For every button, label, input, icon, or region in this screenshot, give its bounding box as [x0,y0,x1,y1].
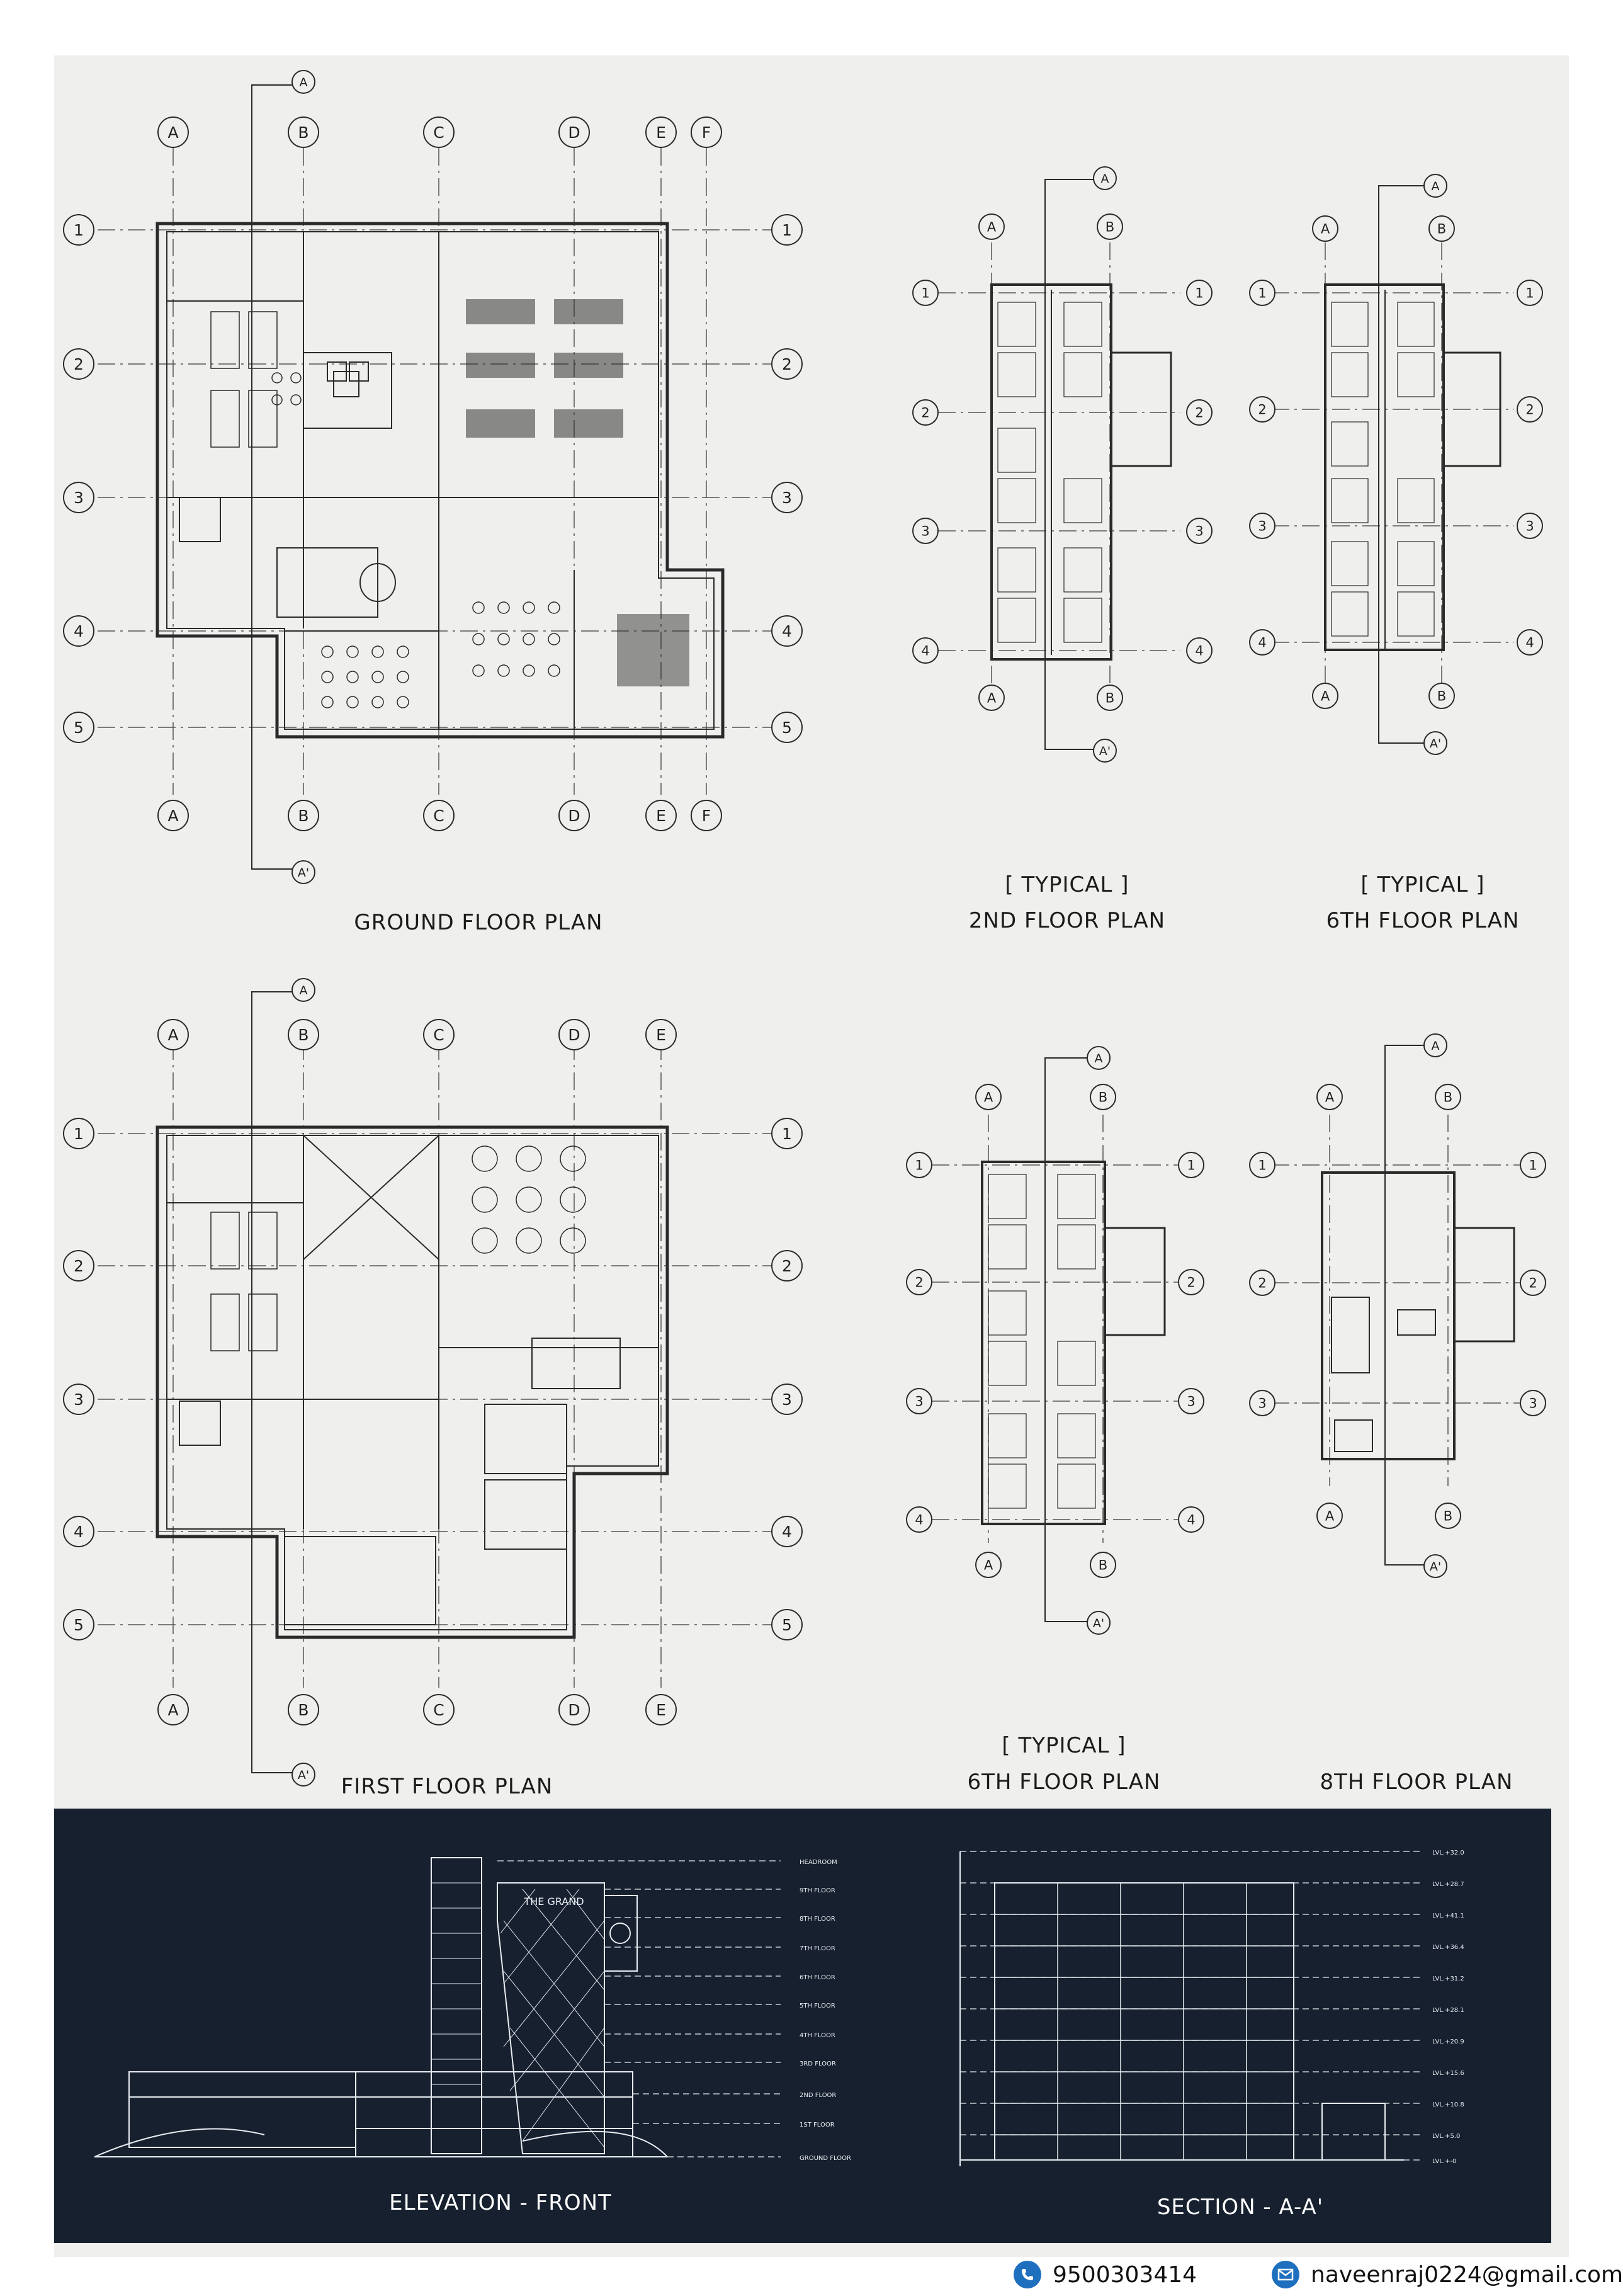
svg-text:2: 2 [782,1257,792,1276]
svg-text:C: C [433,123,444,142]
ground_floor-row-2-right [772,349,802,379]
svg-text:C: C [433,807,444,826]
section-level-label: LVL.+10.8 [1432,2101,1464,2108]
svg-text:A': A' [297,865,310,880]
ground_floor-row-3-left [64,482,94,513]
section-level-label: LVL.+36.4 [1432,1944,1464,1951]
svg-text:B: B [1098,1089,1108,1105]
hotel-sign: THE GRAND [524,1895,584,1907]
typical_2nd-row-2-left [913,400,938,425]
svg-text:1: 1 [921,285,930,301]
elevation-level-label: 6TH FLOOR [800,1974,835,1981]
typical_6th_bottom-row-3-right [1179,1389,1204,1414]
first_floor-col-B-top [288,1020,319,1050]
ground_floor-col-D-bottom [559,800,589,831]
svg-text:B: B [298,1701,309,1720]
svg-text:3: 3 [1529,1395,1537,1411]
ground_floor-row-5-right [772,712,802,742]
svg-text:1: 1 [915,1157,924,1173]
svg-text:A: A [167,1701,179,1720]
phone-contact[interactable] [1014,2261,1197,2288]
svg-text:2: 2 [1187,1275,1196,1290]
svg-text:D: D [568,807,580,826]
svg-text:A: A [987,690,997,706]
typical_6th_bottom-row-1-right [1179,1152,1204,1178]
svg-text:2: 2 [921,405,930,421]
sixth-floor-bottom-tag: [ TYPICAL ] [1002,1733,1126,1758]
elevation-level-label: 4TH FLOOR [800,2032,835,2039]
svg-text:2: 2 [1525,402,1534,418]
eighth-floor-title: 8TH FLOOR PLAN [1320,1770,1513,1795]
svg-text:5: 5 [74,719,84,737]
svg-text:2: 2 [1529,1275,1537,1291]
typical_2nd-col-A-top [979,214,1004,239]
section-level-label: LVL.+32.0 [1432,1850,1464,1856]
section-level-label: LVL.+5.0 [1432,2133,1461,2140]
f8-sec-bot-marker [1424,1555,1447,1577]
ground_floor-row-1-right [772,215,802,245]
svg-text:4: 4 [1187,1512,1196,1528]
section-level-label: LVL.+15.6 [1432,2070,1464,2077]
svg-text:4: 4 [1195,643,1204,659]
typical_6th_top-row-2-left [1250,397,1275,422]
sixth-floor-bottom-title: 6TH FLOOR PLAN [967,1770,1161,1795]
eighth_floor-row-2-left [1250,1270,1275,1295]
svg-text:D: D [568,123,580,142]
svg-text:4: 4 [782,622,792,641]
eighth_floor-row-3-right [1520,1390,1546,1416]
elevation-level-label: 5TH FLOOR [800,2003,835,2009]
first_floor-col-B-bottom [288,1695,319,1725]
first_floor-col-A-bottom [158,1695,188,1725]
ground_floor-col-C-top [424,117,454,147]
section-level-label: LVL.+31.2 [1432,1975,1464,1982]
sixth-floor-top-title: 6TH FLOOR PLAN [1326,908,1520,933]
elevation-level-label: 3RD FLOOR [800,2060,836,2067]
svg-text:3: 3 [782,489,792,508]
first_floor-row-2-right [772,1251,802,1281]
svg-text:A: A [1094,1051,1103,1066]
ground_floor-col-B-top [288,117,319,147]
svg-text:1: 1 [74,1125,84,1144]
elevation-level-label: HEADROOM [800,1859,837,1866]
svg-text:A: A [167,807,179,826]
typical_6th_bottom-row-3-left [907,1389,932,1414]
svg-text:1: 1 [1258,285,1267,301]
elevation-title: ELEVATION - FRONT [389,2190,612,2215]
email-address: naveenraj0224@gmail.com [1311,2261,1623,2288]
first_floor-col-E-bottom [646,1695,676,1725]
svg-text:B: B [1443,1508,1453,1524]
svg-text:4: 4 [1258,635,1267,651]
mail-icon [1272,2261,1299,2288]
elevation-level-label: 1ST FLOOR [800,2122,835,2128]
sixth-floor-top-tag: [ TYPICAL ] [1360,872,1485,897]
svg-text:1: 1 [1187,1157,1196,1173]
svg-text:2: 2 [74,355,84,374]
ground_floor-row-5-left [64,712,94,742]
svg-text:A: A [1320,221,1330,237]
typical_6th_bottom-col-A-bottom [976,1552,1001,1577]
svg-text:B: B [1437,688,1447,704]
elevation-level-label: 9TH FLOOR [800,1887,835,1894]
svg-text:A: A [1325,1089,1335,1105]
svg-text:A': A' [1429,1559,1442,1574]
typical_2nd-row-4-right [1187,638,1212,663]
svg-text:A: A [983,1089,993,1105]
elevation-section-panel [54,1809,1551,2243]
typical_2nd-col-B-top [1097,214,1123,239]
svg-text:A: A [299,983,308,997]
svg-text:3: 3 [74,1390,84,1409]
svg-text:A: A [167,123,179,142]
svg-text:A: A [1100,171,1109,186]
typical_6th_top-row-4-left [1250,630,1275,655]
svg-text:2: 2 [74,1257,84,1276]
ground_floor-col-E-top [646,117,676,147]
eighth_floor-row-1-left [1250,1152,1275,1178]
svg-text:E: E [656,807,666,826]
typical_2nd-col-B-bottom [1097,685,1123,710]
svg-text:D: D [568,1026,580,1045]
typical_6th_top-row-4-right [1517,630,1542,655]
elevation-level-label: 8TH FLOOR [800,1916,835,1923]
typical_2nd-col-A-bottom [979,685,1004,710]
svg-text:4: 4 [74,1523,84,1542]
typical_6th_top-col-A-bottom [1313,683,1338,708]
svg-text:A: A [983,1557,993,1573]
svg-text:1: 1 [74,221,84,240]
ground-floor-title: GROUND FLOOR PLAN [354,910,603,935]
svg-text:1: 1 [782,221,792,240]
typical_6th_bottom-col-B-bottom [1090,1552,1116,1577]
typical_2nd-row-3-left [913,518,938,543]
sf6b-sec-bot-marker [1087,1611,1110,1634]
svg-text:5: 5 [782,1616,792,1635]
svg-text:3: 3 [1258,1395,1267,1411]
eighth_floor-col-A-top [1317,1084,1342,1110]
svg-text:2: 2 [1258,1275,1267,1291]
svg-text:1: 1 [1525,285,1534,301]
email-contact[interactable] [1272,2261,1623,2288]
svg-text:2: 2 [1195,405,1204,421]
typical_2nd-row-2-right [1187,400,1212,425]
typical_6th_top-row-3-left [1250,513,1275,538]
typical_6th_bottom-row-4-right [1179,1507,1204,1532]
section-level-label: LVL.+41.1 [1432,1912,1464,1919]
typical_6th_top-row-1-right [1517,280,1542,305]
typical_6th_top-col-B-top [1429,216,1454,241]
typical_6th_bottom-row-1-left [907,1152,932,1178]
svg-text:A: A [167,1026,179,1045]
first_floor-col-E-top [646,1020,676,1050]
svg-text:4: 4 [921,643,930,659]
svg-text:B: B [1443,1089,1453,1105]
first_floor-row-5-right [772,1610,802,1640]
svg-text:2: 2 [782,355,792,374]
svg-text:A': A' [297,1768,310,1782]
eighth_floor-row-3-left [1250,1390,1275,1416]
svg-text:E: E [656,1026,666,1045]
ground_floor-col-C-bottom [424,800,454,831]
first_floor-row-4-left [64,1516,94,1547]
ground_floor-row-2-left [64,349,94,379]
first_floor-col-C-bottom [424,1695,454,1725]
phone-icon [1014,2261,1041,2288]
typical_2nd-row-3-right [1187,518,1212,543]
section-level-label: LVL.+-0 [1432,2158,1457,2165]
section-title: SECTION - A-A' [1156,2195,1324,2220]
svg-text:3: 3 [1525,518,1534,534]
svg-text:B: B [298,807,309,826]
typical_6th_top-row-3-right [1517,513,1542,538]
svg-text:4: 4 [782,1523,792,1542]
typical_2nd-row-4-left [913,638,938,663]
section-level-label: LVL.+28.7 [1432,1881,1464,1888]
first_floor-col-A-top [158,1020,188,1050]
svg-text:4: 4 [74,622,84,641]
section-level-label: LVL.+28.1 [1432,2007,1464,2014]
svg-text:B: B [1098,1557,1108,1573]
first_floor-row-3-left [64,1384,94,1414]
svg-text:5: 5 [782,719,792,737]
first_floor-row-5-left [64,1610,94,1640]
ground_floor-row-4-left [64,616,94,646]
svg-text:B: B [1105,690,1115,706]
svg-text:1: 1 [1529,1157,1537,1173]
svg-text:A: A [1431,179,1440,193]
gf-sec-bot-marker [292,861,315,884]
eighth_floor-col-B-bottom [1435,1503,1461,1528]
ground_floor-col-B-bottom [288,800,319,831]
typical_6th_bottom-col-A-top [976,1084,1001,1110]
sf6-sec-bot-marker [1424,732,1447,754]
svg-text:F: F [701,807,711,826]
svg-text:C: C [433,1026,444,1045]
svg-text:A: A [1325,1508,1335,1524]
first_floor-row-1-left [64,1118,94,1149]
first_floor-col-D-top [559,1020,589,1050]
svg-text:B: B [1105,219,1115,235]
svg-text:E: E [656,1701,666,1720]
ground_floor-row-4-right [772,616,802,646]
typical_2nd-row-1-right [1187,280,1212,305]
sf2-sec-top-marker [1094,167,1116,190]
svg-text:1: 1 [1195,285,1204,301]
svg-text:3: 3 [915,1394,924,1409]
ground_floor-row-3-right [772,482,802,513]
ff-sec-top-marker [292,979,315,1001]
svg-text:A: A [987,219,997,235]
typical_6th_top-row-2-right [1517,397,1542,422]
f8-sec-top-marker [1424,1034,1447,1057]
first-floor-title: FIRST FLOOR PLAN [341,1774,553,1799]
ground_floor-col-A-top [158,117,188,147]
ground_floor-col-D-top [559,117,589,147]
svg-text:A': A' [1099,744,1111,758]
ground_floor-col-E-bottom [646,800,676,831]
first_floor-row-2-left [64,1251,94,1281]
svg-text:A': A' [1092,1616,1105,1630]
svg-text:3: 3 [1258,518,1267,534]
typical_6th_bottom-row-2-right [1179,1270,1204,1295]
sf2-sec-bot-marker [1094,739,1116,762]
first_floor-row-4-right [772,1516,802,1547]
svg-text:D: D [568,1701,580,1720]
typical_6th_bottom-col-B-top [1090,1084,1116,1110]
svg-text:2: 2 [915,1275,924,1290]
svg-text:A': A' [1429,736,1442,751]
svg-text:4: 4 [915,1512,924,1528]
typical_6th_bottom-row-2-left [907,1270,932,1295]
svg-text:1: 1 [782,1125,792,1144]
ground_floor-col-A-bottom [158,800,188,831]
eighth_floor-col-B-top [1435,1084,1461,1110]
first_floor-col-C-top [424,1020,454,1050]
second-floor-tag: [ TYPICAL ] [1005,872,1129,897]
svg-text:3: 3 [1187,1394,1196,1409]
typical_2nd-row-1-left [913,280,938,305]
gf-sec-top-marker [292,71,315,93]
typical_6th_bottom-row-4-left [907,1507,932,1532]
typical_6th_top-col-B-bottom [1429,683,1454,708]
elevation-level-label: GROUND FLOOR [800,2155,851,2162]
ff-sec-bot-marker [292,1763,315,1786]
elevation-level-label: 2ND FLOOR [800,2092,837,2099]
ground_floor-col-F-bottom [691,800,721,831]
svg-text:A: A [299,75,308,89]
first_floor-col-D-bottom [559,1695,589,1725]
sf6-sec-top-marker [1424,174,1447,197]
svg-text:3: 3 [921,523,930,539]
eighth_floor-row-1-right [1520,1152,1546,1178]
second-floor-title: 2ND FLOOR PLAN [968,908,1166,933]
svg-text:B: B [298,123,309,142]
ground_floor-col-F-top [691,117,721,147]
eighth_floor-col-A-bottom [1317,1503,1342,1528]
svg-text:1: 1 [1258,1157,1267,1173]
section-level-label: LVL.+20.9 [1432,2038,1464,2045]
svg-text:F: F [701,123,711,142]
eighth_floor-row-2-right [1520,1270,1546,1295]
first_floor-row-3-right [772,1384,802,1414]
svg-text:3: 3 [1195,523,1204,539]
sf6b-sec-top-marker [1087,1047,1110,1069]
ground_floor-row-1-left [64,215,94,245]
phone-number: 9500303414 [1053,2261,1197,2288]
svg-text:5: 5 [74,1616,84,1635]
typical_6th_top-col-A-top [1313,216,1338,241]
svg-text:2: 2 [1258,402,1267,418]
svg-text:A: A [1431,1038,1440,1053]
svg-text:3: 3 [74,489,84,508]
svg-text:B: B [1437,221,1447,237]
typical_6th_top-row-1-left [1250,280,1275,305]
svg-text:3: 3 [782,1390,792,1409]
svg-text:C: C [433,1701,444,1720]
svg-text:A: A [1320,688,1330,704]
svg-text:E: E [656,123,666,142]
elevation-level-label: 7TH FLOOR [800,1945,835,1952]
first_floor-row-1-right [772,1118,802,1149]
svg-text:4: 4 [1525,635,1534,651]
svg-text:B: B [298,1026,309,1045]
